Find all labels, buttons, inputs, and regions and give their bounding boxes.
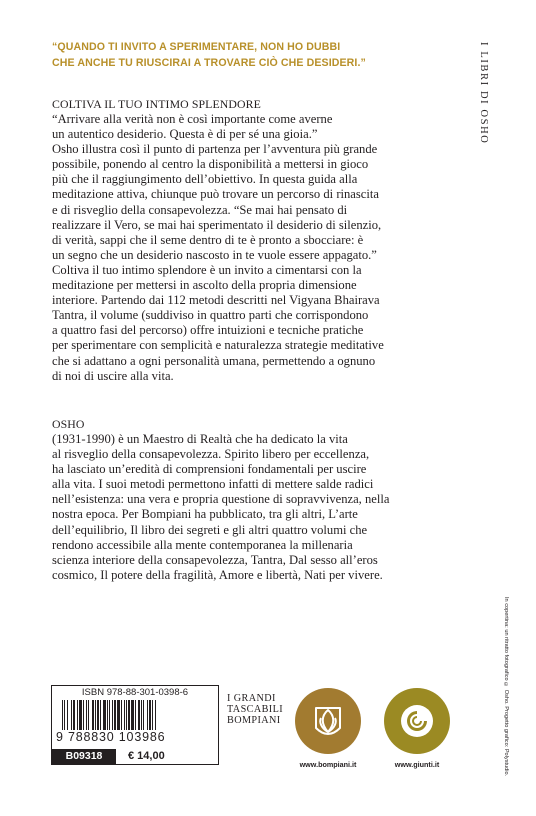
series-title-vertical: I LIBRI DI OSHO [478, 42, 489, 145]
description-line: meditazione attiva, chiunque può trovare un percorso di rinascita [52, 187, 379, 202]
ean-digits: 9 788830 103986 [56, 730, 166, 744]
bio-line: al risveglio della consapevolezza. Spirito libero per eccellenza, [52, 447, 370, 462]
barcode-box [51, 685, 219, 765]
cover-credit: In copertina: un ritratto fotografico © Osho. Progetto grafico: Polystudio. [503, 597, 509, 777]
description-line: interiore. Partendo dai 112 metodi descritti nel Vigyana Bhairava [52, 293, 380, 308]
pull-quote [52, 39, 452, 71]
giunti-url: www.giunti.it [394, 760, 440, 769]
bio-line: rendono accessibile alla mente contemporanea la millenaria [52, 537, 353, 552]
bio-line: dell’equilibrio, Il libro dei segreti e gli altri quattro volumi che [52, 522, 368, 537]
description-line: “Arrivare alla verità non è così importante come averne [52, 112, 333, 126]
description-line: Coltiva il tuo intimo splendore è un invito a cimentarsi con la [52, 262, 362, 277]
bio-line: (1931-1990) è un Maestro di Realtà che ha dedicato la vita [52, 432, 348, 446]
bio-line: nostra epoca. Per Bompiani ha pubblicato, tra gli altri, L’arte [52, 507, 358, 522]
bio-line: ha lasciato un’eredità di comprensioni fondamentali per uscire [52, 462, 367, 477]
book-description [52, 97, 464, 384]
description-line: Osho illustra così il punto di partenza per l’avventura più grande [52, 142, 378, 157]
description-line: di verità, sappi che il seme dentro di te è pronto a sbocciare: è [52, 232, 364, 247]
description-line: un autentico desiderio. Questa è di per sé una gioia.” [52, 127, 318, 142]
description-line: che si adattano a ogni personalità umana, permettendo a ognuno [52, 353, 376, 368]
description-line: un segno che un desiderio nascosto in te vuole essere appagato.” [52, 247, 377, 262]
description-line: Tantra, il volume (suddiviso in quattro parti che corrispondono [52, 308, 369, 323]
description-line: meditazione per mettersi in ascolto della propria dimensione [52, 278, 357, 293]
book-title-heading: COLTIVA IL TUO INTIMO SPLENDORE [52, 97, 261, 111]
bio-line: scienza interiore della consapevolezza, Tantra, Dal sesso all’eros [52, 552, 378, 567]
bio-line: alla vita. I suoi metodi permettono infatti di mettere salde radici [52, 477, 374, 492]
bio-line: nell’esistenza: una vera e propria questione di sopravvivenza, nella [52, 492, 390, 507]
description-line: e di risveglio della consapevolezza. “Se mai hai pensato di [52, 202, 348, 217]
description-line: più che il raggiungimento dell’obiettivo. In questa guida alla [52, 172, 358, 187]
description-line: realizzare il Vero, se mai hai sperimentato il desiderio di silenzio, [52, 217, 382, 232]
pull-quote-line: CHE ANCHE TU RIUSCIRAI A TROVARE CIÒ CHE DESIDERI.” [52, 57, 366, 69]
author-bio [52, 417, 464, 583]
giunti-spiral-icon [384, 688, 450, 754]
series-line: I GRANDI [227, 693, 276, 704]
series-logo [227, 693, 291, 726]
giunti-logo [384, 688, 450, 754]
pull-quote-line: “QUANDO TI INVITO A SPERIMENTARE, NON HO DUBBI [52, 41, 341, 53]
bompiani-logo [295, 688, 361, 754]
price-label: € 14,00 [128, 750, 165, 762]
author-heading: OSHO [52, 417, 85, 431]
product-code-badge: B09318 [52, 749, 116, 764]
isbn-label: ISBN 978-88-301-0398-6 [81, 687, 189, 698]
series-line: TASCABILI [227, 704, 283, 715]
description-line: per sperimentare con semplicità e naturalezza strategie meditative [52, 338, 384, 353]
series-line: BOMPIANI [227, 715, 281, 726]
bio-line: cosmico, Il potere della fragilità, Amore e libertà, Nati per vivere. [52, 567, 383, 582]
description-line: possibile, ponendo al centro la disponibilità a mettersi in gioco [52, 157, 369, 172]
description-line: di noi di uscire alla vita. [52, 368, 174, 383]
bompiani-emblem-icon [295, 688, 361, 754]
bompiani-url: www.bompiani.it [299, 760, 357, 769]
description-line: a quattro fasi del percorso) offre intuizioni e tecniche pratiche [52, 323, 364, 338]
